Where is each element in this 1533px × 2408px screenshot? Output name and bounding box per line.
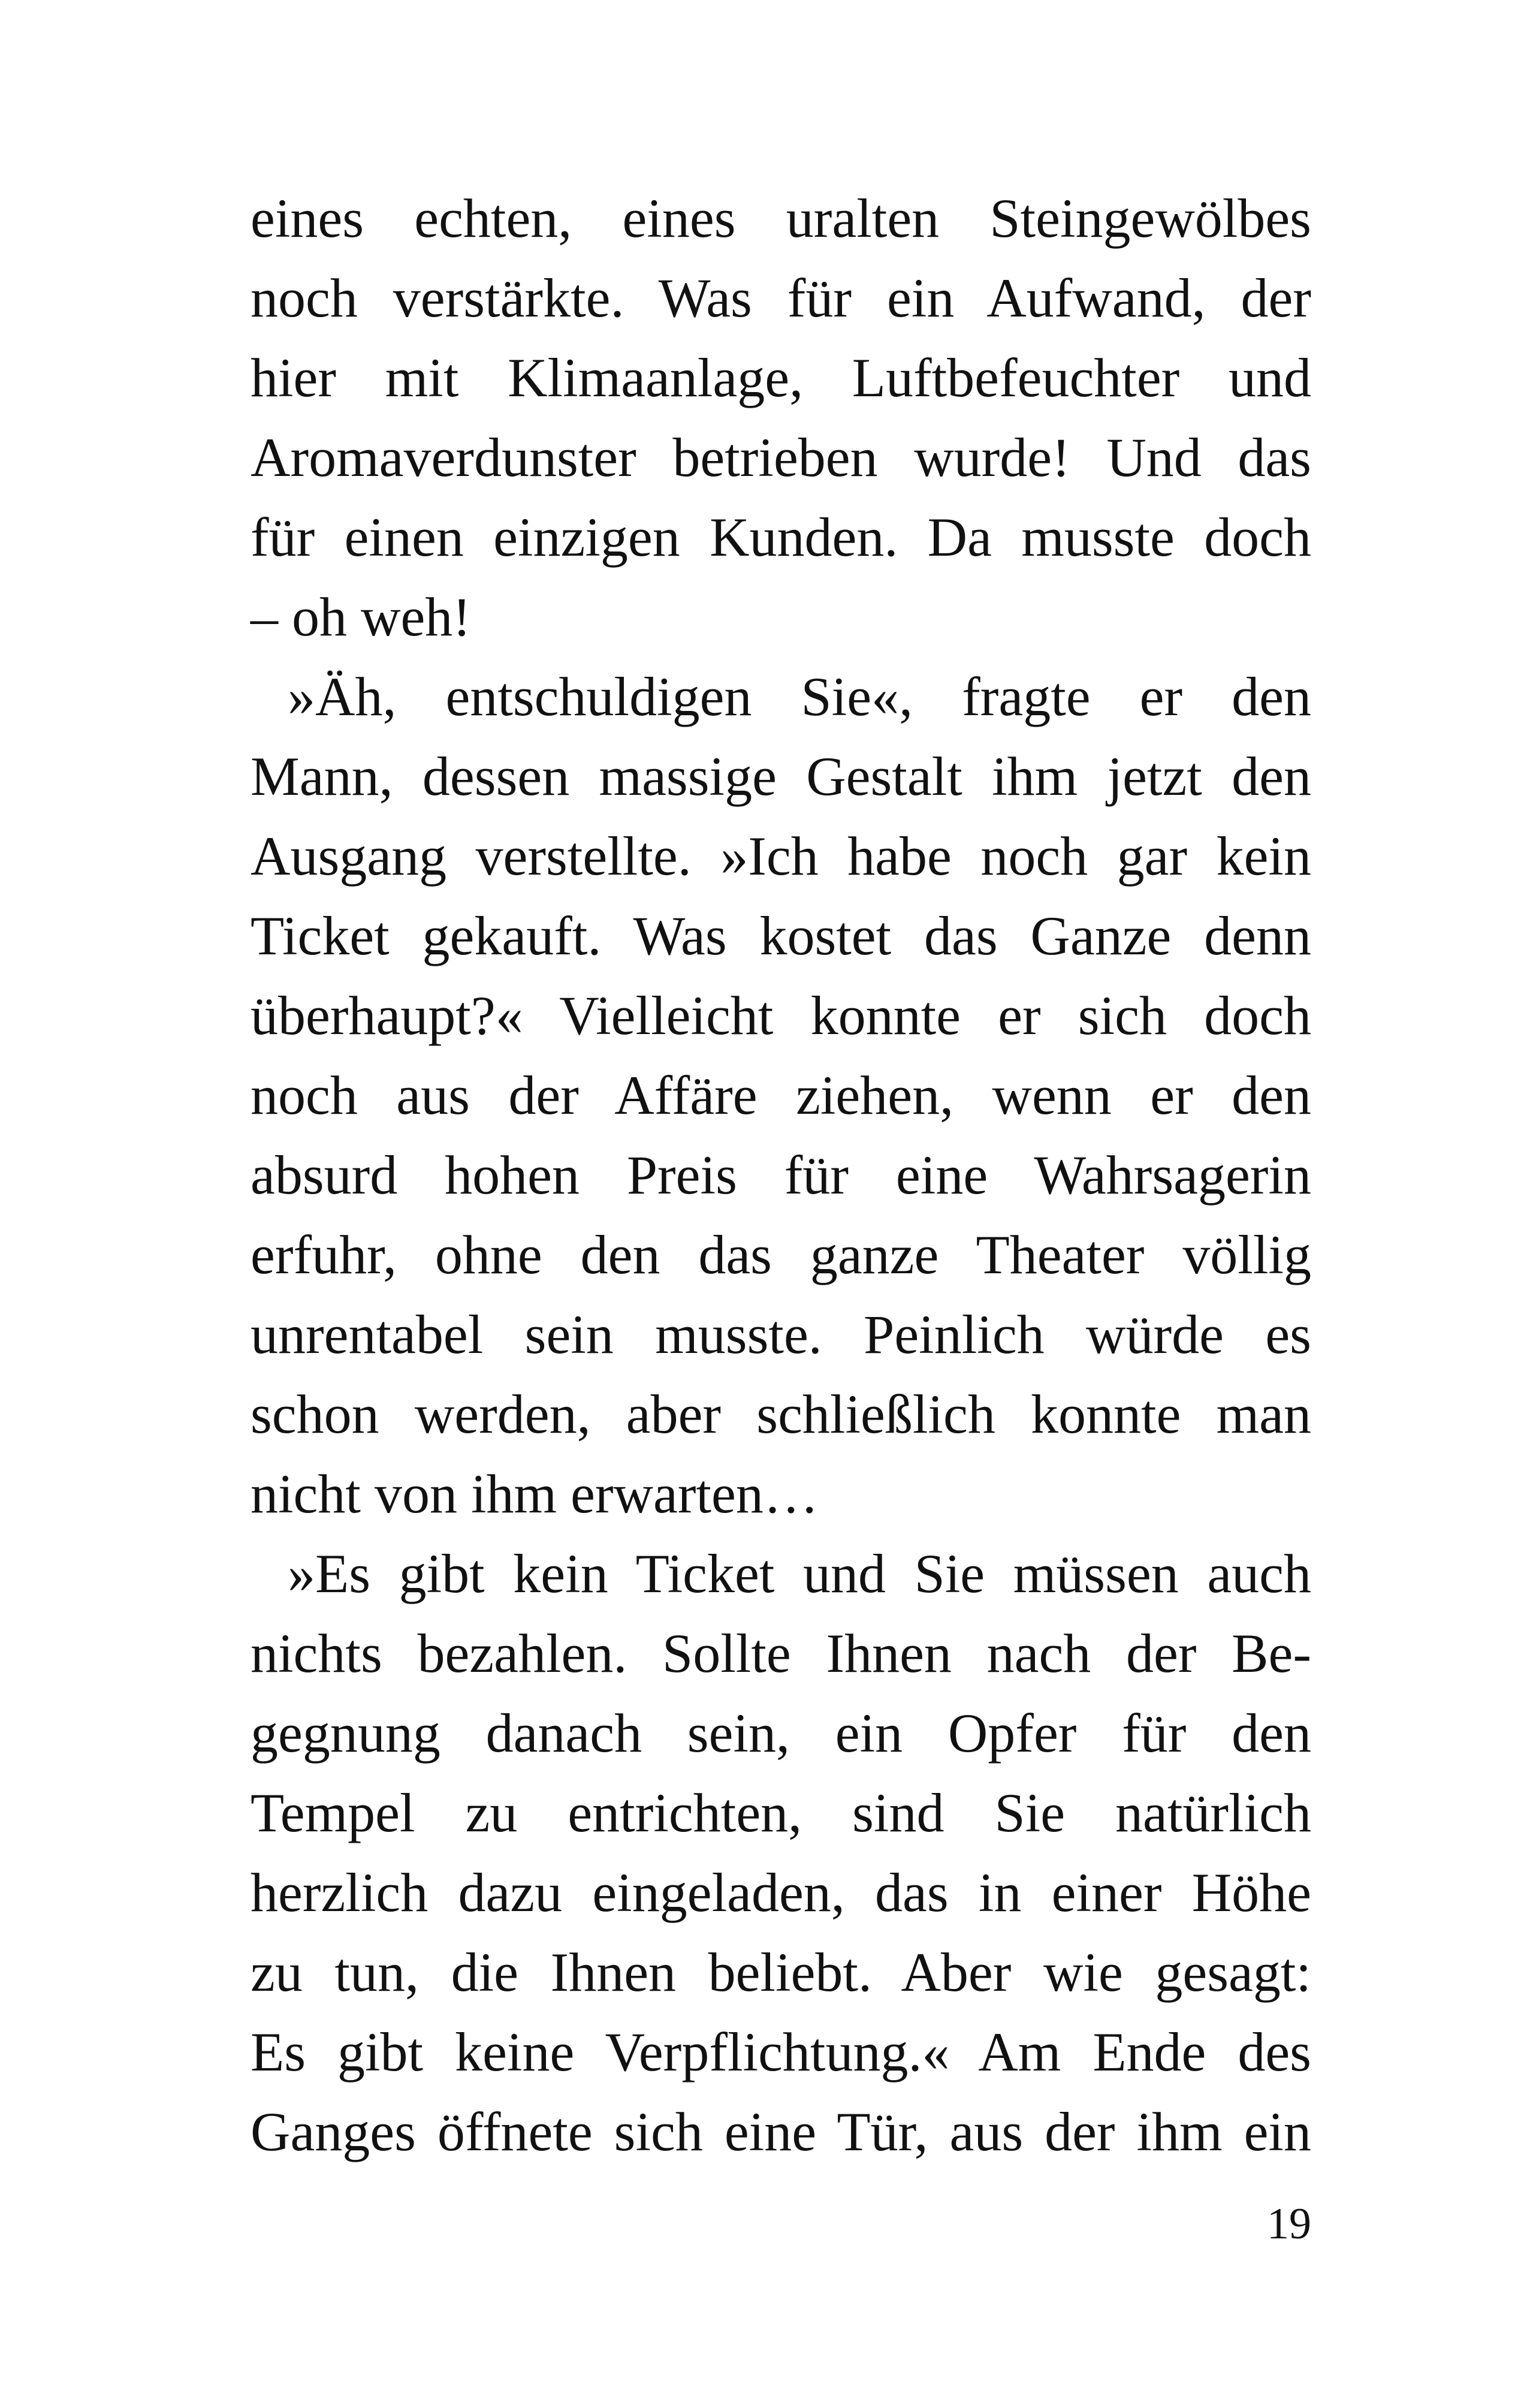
text-line-6: – oh weh! (251, 586, 471, 647)
page-number: 19 (1267, 2199, 1311, 2249)
text-line-18: »Es gibt kein Ticket und Sie müssen auch (288, 1543, 1311, 1604)
text-line-17: nicht von ihm erwarten… (251, 1463, 819, 1524)
text-line-4: Aromaverdunster betrieben wurde! Und das (251, 427, 1311, 488)
text-line-25: Ganges öffnete sich eine Tür, aus der ihm ein (251, 2101, 1311, 2162)
body-text (251, 179, 1311, 2172)
text-line-16: schon werden, aber schließlich konnte man (251, 1384, 1311, 1445)
text-line-1: eines echten, eines uralten Steingewölbes (251, 188, 1311, 249)
text-line-22: herzlich dazu eingeladen, das in einer Höhe (251, 1862, 1311, 1923)
text-line-24: Es gibt keine Verpflichtung.« Am Ende des (251, 2021, 1311, 2082)
text-line-12: noch aus der Affäre ziehen, wenn er den (251, 1065, 1311, 1126)
text-line-11: überhaupt?« Vielleicht konnte er sich doch (251, 985, 1311, 1046)
text-line-14: erfuhr, ohne den das ganze Theater völlig (251, 1224, 1311, 1285)
text-line-20: gegnung danach sein, ein Opfer für den (251, 1702, 1311, 1764)
text-line-15: unrentabel sein musste. Peinlich würde es (251, 1304, 1311, 1365)
text-line-21: Tempel zu entrichten, sind Sie natürlich (251, 1782, 1311, 1843)
text-line-7: »Äh, entschuldigen Sie«, fragte er den (288, 666, 1311, 727)
text-line-10: Ticket gekauft. Was kostet das Ganze denn (251, 905, 1311, 966)
text-line-3: hier mit Klimaanlage, Luftbefeuchter und (251, 347, 1311, 408)
text-line-19: nichts bezahlen. Sollte Ihnen nach der Be- (251, 1623, 1311, 1684)
text-line-9: Ausgang verstellte. »Ich habe noch gar kein (251, 825, 1311, 887)
text-line-23: zu tun, die Ihnen beliebt. Aber wie gesagt: (251, 1942, 1311, 2003)
text-line-2: noch verstärkte. Was für ein Aufwand, der (251, 267, 1311, 328)
text-line-13: absurd hohen Preis für eine Wahrsagerin (251, 1144, 1311, 1205)
text-line-8: Mann, dessen massige Gestalt ihm jetzt den (251, 746, 1311, 807)
text-line-5: für einen einzigen Kunden. Da musste doch (251, 507, 1311, 568)
